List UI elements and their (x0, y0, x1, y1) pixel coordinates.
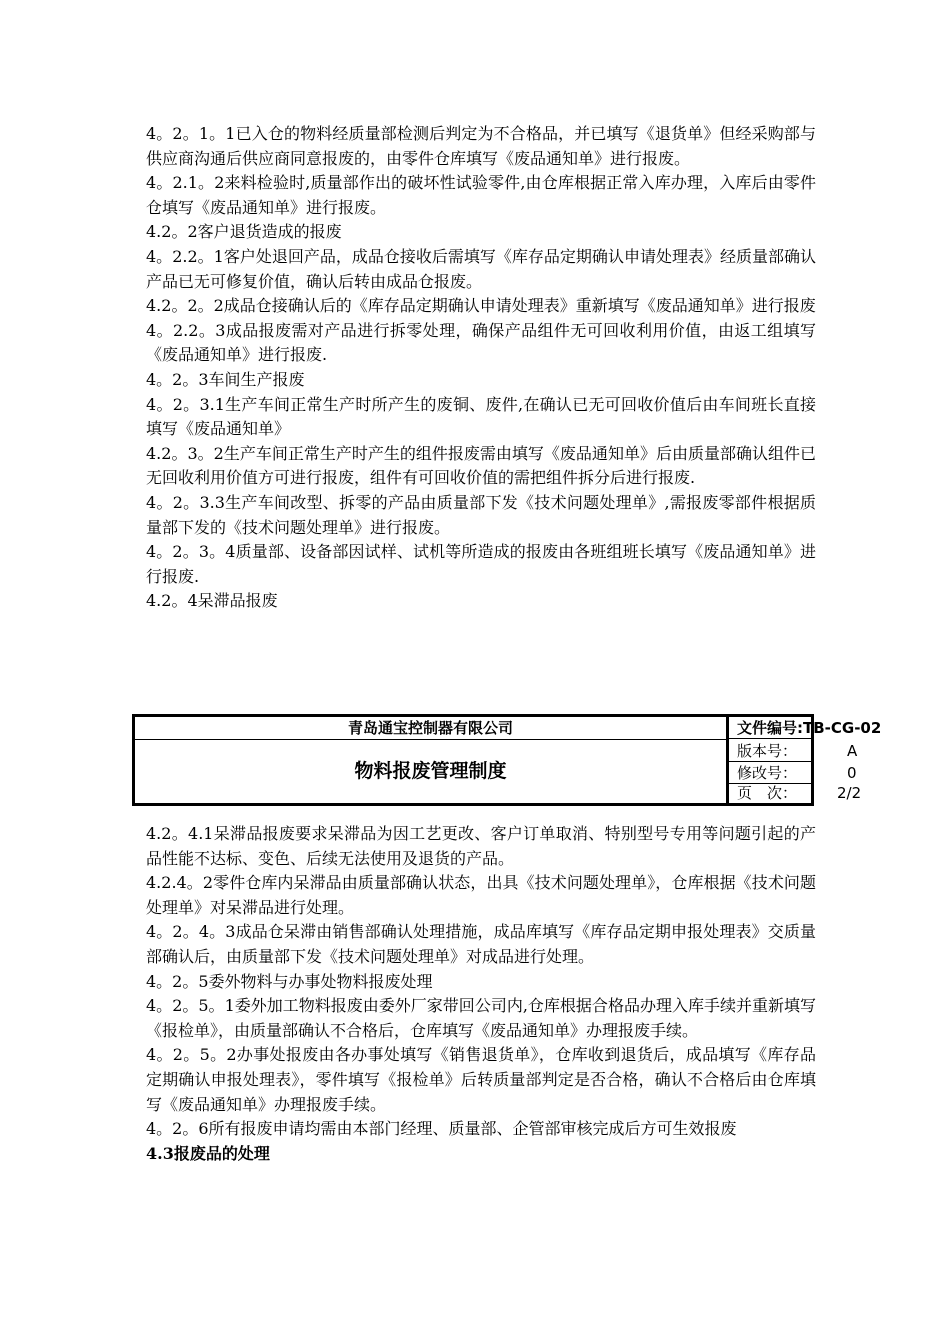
top-text-block (146, 122, 816, 614)
doc-number-row (729, 717, 882, 739)
paragraph: 4。2。3.3生产车间改型、拆零的产品由质量部下发《技术问题处理单》,需报废零部件根据质量部下发的《技术问题处理单》进行报废。 (146, 492, 816, 537)
paragraph: 4。2。3。4质量部、设备部因试样、试机等所造成的报废由各班组班长填写《废品通知单》进行报废. (146, 542, 816, 586)
document-header-table (132, 714, 882, 806)
paragraph: 4.2。2。2成品仓接确认后的《库存品定期确认申请处理表》重新填写《废品通知单》进行报废 (146, 296, 816, 316)
paragraph: 4.2。4呆滞品报废 (146, 591, 278, 611)
paragraph: 4。2。3.1生产车间正常生产时所产生的废铜、废件,在确认已无可回收价值后由车间班长直接填写《废品通知单》 (146, 394, 816, 439)
doc-number-label: 文件编号: (737, 719, 803, 737)
paragraph: 4。2。3车间生产报废 (146, 369, 305, 389)
paragraph: 4。2。5。1委外加工物料报废由委外厂家带回公司内,仓库根据合格品办理入库手续并重新填写《报检单》，由质量部确认不合格后，仓库填写《废品通知单》办理报废手续。 (146, 996, 816, 1040)
revision-label: 修改号： (737, 764, 798, 782)
revision-row (729, 762, 857, 784)
page-row (729, 784, 862, 803)
paragraph: 4。2。6所有报废申请均需由本部门经理、质量部、企管部审核完成后方可生效报废 (146, 1119, 737, 1139)
section-heading: 4.3报废品的处理 (146, 1143, 270, 1163)
paragraph: 4。2.1。2来料检验时,质量部作出的破坏性试验零件,由仓库根据正常入库办理，入库后由零件仓填写《废品通知单》进行报废。 (146, 173, 816, 217)
paragraph: 4.2。2客户退货造成的报废 (146, 222, 342, 242)
paragraph: 4。2.2。3成品报废需对产品进行拆零处理，确保产品组件无可回收利用价值，由返工组填写《废品通知单》进行报废. (146, 320, 816, 365)
paragraph: 4.2.4。2零件仓库内呆滞品由质量部确认状态，出具《技术问题处理单》，仓库根据《技术问题处理单》对呆滞品进行处理。 (146, 873, 816, 917)
document-title: 物料报废管理制度 (135, 740, 729, 803)
paragraph: 4.2。3。2生产车间正常生产时产生的组件报废需由填写《废品通知单》后由质量部确认组件已无回收利用价值方可进行报废，组件有可回收价值的需把组件拆分后进行报废. (146, 443, 816, 488)
paragraph: 4。2。1。1已入仓的物料经质量部检测后判定为不合格品，并已填写《退货单》但经采购部与供应商沟通后供应商同意报废的，由零件仓库填写《废品通知单》进行报废。 (146, 124, 816, 168)
paragraph: 4。2.2。1客户处退回产品，成品仓接收后需填写《库存品定期确认申请处理表》经质量部确认产品已无可修复价值，确认后转由成品仓报废。 (146, 246, 816, 291)
revision-value: 0 (847, 764, 857, 782)
page-label: 页 次： (737, 784, 798, 802)
version-row (729, 740, 858, 762)
paragraph: 4.2。4.1呆滞品报废要求呆滞品为因工艺更改、客户订单取消、特别型号专用等问题引起的产品性能不达标、变色、后续无法使用及退货的产品。 (146, 824, 816, 868)
bottom-text-block (146, 822, 816, 1166)
version-value: A (847, 742, 858, 760)
company-name: 青岛通宝控制器有限公司 (135, 717, 729, 740)
paragraph: 4。2。4。3成品仓呆滞由销售部确认处理措施，成品库填写《库存品定期申报处理表》交质量部确认后，由质量部下发《技术问题处理单》对成品进行处理。 (146, 922, 816, 966)
paragraph: 4。2。5委外物料与办事处物料报废处理 (146, 971, 433, 991)
doc-number-value: TB-CG-02 (803, 719, 882, 737)
page-value: 2/2 (837, 784, 862, 802)
version-label: 版本号： (737, 742, 798, 760)
paragraph: 4。2。5。2办事处报废由各办事处填写《销售退货单》，仓库收到退货后，成品填写《库存品定期确认申报处理表》，零件填写《报检单》后转质量部判定是否合格，确认不合格后由仓库填写《废品通知单》办理报废手续。 (146, 1045, 816, 1114)
